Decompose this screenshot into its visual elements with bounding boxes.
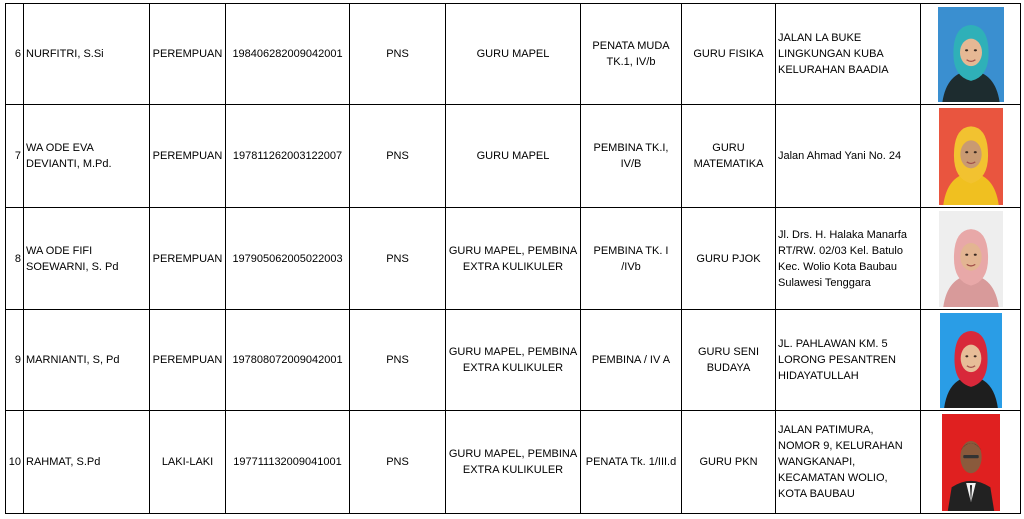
- portrait-pink-hijab-icon: [939, 211, 1003, 307]
- portrait-yellow-hijab-icon: [939, 108, 1003, 205]
- rank-grade: PEMBINA TK. I /IVb: [581, 208, 682, 310]
- subject: GURU MATEMATIKA: [682, 105, 776, 208]
- teacher-name: MARNIANTI, S, Pd: [24, 310, 150, 411]
- teacher-name: NURFITRI, S.Si: [24, 4, 150, 105]
- teacher-photo: [942, 414, 1000, 511]
- teacher-photo: [939, 108, 1003, 205]
- photo-cell: [921, 4, 1021, 105]
- gender: PEREMPUAN: [150, 310, 226, 411]
- position: GURU MAPEL, PEMBINA EXTRA KULIKULER: [446, 411, 581, 514]
- portrait-teal-hijab-icon: [938, 7, 1004, 102]
- gender: PEREMPUAN: [150, 208, 226, 310]
- nip-number: 197808072009042001: [226, 310, 350, 411]
- portrait-red-hijab-icon: [940, 313, 1002, 408]
- employment-status: PNS: [350, 411, 446, 514]
- employment-status: PNS: [350, 4, 446, 105]
- row-number: 8: [6, 208, 24, 310]
- address: Jalan Ahmad Yani No. 24: [776, 105, 921, 208]
- rank-grade: PEMBINA TK.I, IV/B: [581, 105, 682, 208]
- subject: GURU SENI BUDAYA: [682, 310, 776, 411]
- nip-number: 197905062005022003: [226, 208, 350, 310]
- teacher-name: WA ODE FIFI SOEWARNI, S. Pd: [24, 208, 150, 310]
- table-row: [6, 208, 1021, 310]
- subject: GURU PJOK: [682, 208, 776, 310]
- table-row: [6, 105, 1021, 208]
- photo-cell: [921, 208, 1021, 310]
- row-number: 9: [6, 310, 24, 411]
- row-number: 10: [6, 411, 24, 514]
- staff-table: [5, 3, 1021, 514]
- subject: GURU PKN: [682, 411, 776, 514]
- table-row: [6, 310, 1021, 411]
- photo-cell: [921, 310, 1021, 411]
- address: JALAN PATIMURA, NOMOR 9, KELURAHAN WANGKANAPI, KECAMATAN WOLIO, KOTA BAUBAU: [776, 411, 921, 514]
- address: Jl. Drs. H. Halaka Manarfa RT/RW. 02/03 Kel. Batulo Kec. Wolio Kota Baubau Sulawesi Tenggara: [776, 208, 921, 310]
- teacher-photo: [939, 211, 1003, 307]
- teacher-name: WA ODE EVA DEVIANTI, M.Pd.: [24, 105, 150, 208]
- gender: LAKI-LAKI: [150, 411, 226, 514]
- position: GURU MAPEL, PEMBINA EXTRA KULIKULER: [446, 310, 581, 411]
- position: GURU MAPEL, PEMBINA EXTRA KULIKULER: [446, 208, 581, 310]
- rank-grade: PENATA Tk. 1/III.d: [581, 411, 682, 514]
- address: JALAN LA BUKE LINGKUNGAN KUBA KELURAHAN BAADIA: [776, 4, 921, 105]
- gender: PEREMPUAN: [150, 105, 226, 208]
- rank-grade: PENATA MUDA TK.1, IV/b: [581, 4, 682, 105]
- rank-grade: PEMBINA / IV A: [581, 310, 682, 411]
- employment-status: PNS: [350, 310, 446, 411]
- nip-number: 197711132009041001: [226, 411, 350, 514]
- address: JL. PAHLAWAN KM. 5 LORONG PESANTREN HIDAYATULLAH: [776, 310, 921, 411]
- gender: PEREMPUAN: [150, 4, 226, 105]
- subject: GURU FISIKA: [682, 4, 776, 105]
- row-number: 6: [6, 4, 24, 105]
- table-row: [6, 4, 1021, 105]
- teacher-photo: [938, 7, 1004, 102]
- photo-cell: [921, 411, 1021, 514]
- teacher-name: RAHMAT, S.Pd: [24, 411, 150, 514]
- teacher-photo: [940, 313, 1002, 408]
- employment-status: PNS: [350, 208, 446, 310]
- nip-number: 197811262003122007: [226, 105, 350, 208]
- position: GURU MAPEL: [446, 4, 581, 105]
- portrait-man-suit-icon: [942, 414, 1000, 511]
- position: GURU MAPEL: [446, 105, 581, 208]
- nip-number: 198406282009042001: [226, 4, 350, 105]
- row-number: 7: [6, 105, 24, 208]
- employment-status: PNS: [350, 105, 446, 208]
- table-row: [6, 411, 1021, 514]
- photo-cell: [921, 105, 1021, 208]
